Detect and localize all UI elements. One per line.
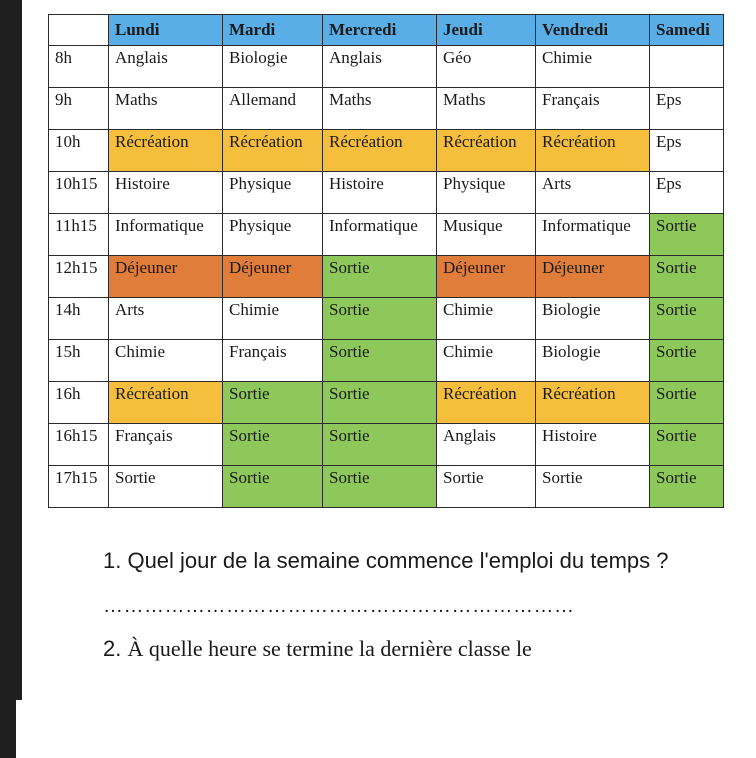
schedule-cell: Sortie (323, 424, 437, 466)
schedule-cell: Arts (109, 298, 223, 340)
question-2-number: 2. (103, 636, 128, 661)
day-header-samedi: Samedi (650, 15, 724, 46)
schedule-cell: Sortie (650, 382, 724, 424)
schedule-cell: Sortie (650, 214, 724, 256)
time-slot-label: 14h (49, 298, 109, 340)
timetable-row (49, 298, 724, 340)
schedule-cell: Anglais (323, 46, 437, 88)
answer-line: …………………………………………………………… (103, 595, 575, 617)
schedule-cell: Français (109, 424, 223, 466)
questions-section (103, 540, 723, 669)
schedule-cell: Histoire (323, 172, 437, 214)
left-dark-border (0, 0, 22, 700)
schedule-cell: Informatique (109, 214, 223, 256)
schedule-cell: Biologie (536, 340, 650, 382)
schedule-cell: Chimie (437, 298, 536, 340)
schedule-cell: Déjeuner (437, 256, 536, 298)
schedule-cell: Anglais (437, 424, 536, 466)
day-header-vendredi: Vendredi (536, 15, 650, 46)
schedule-cell: Biologie (536, 298, 650, 340)
schedule-cell: Histoire (536, 424, 650, 466)
schedule-cell: Récréation (536, 130, 650, 172)
time-slot-label: 9h (49, 88, 109, 130)
schedule-cell: Chimie (437, 340, 536, 382)
timetable-row (49, 88, 724, 130)
schedule-cell: Chimie (109, 340, 223, 382)
schedule-cell: Récréation (437, 382, 536, 424)
timetable-row (49, 382, 724, 424)
schedule-cell: Eps (650, 88, 724, 130)
timetable-row (49, 214, 724, 256)
time-slot-label: 10h15 (49, 172, 109, 214)
schedule-cell: Physique (437, 172, 536, 214)
schedule-cell: Récréation (437, 130, 536, 172)
timetable-row (49, 46, 724, 88)
time-slot-label: 12h15 (49, 256, 109, 298)
schedule-cell: Sortie (650, 424, 724, 466)
question-2-text: À quelle heure se termine la dernière classe le (127, 636, 532, 661)
timetable-header-row (49, 15, 724, 46)
schedule-cell: Informatique (323, 214, 437, 256)
question-1: 1. Quel jour de la semaine commence l'emploi du temps ? (103, 548, 669, 573)
schedule-cell: Allemand (223, 88, 323, 130)
schedule-cell: Sortie (223, 466, 323, 508)
schedule-cell: Sortie (323, 466, 437, 508)
schedule-cell: Récréation (109, 130, 223, 172)
schedule-cell: Récréation (323, 130, 437, 172)
schedule-cell: Maths (109, 88, 223, 130)
schedule-cell: Sortie (323, 340, 437, 382)
timetable-row (49, 130, 724, 172)
timetable-row (49, 466, 724, 508)
schedule-cell: Eps (650, 130, 724, 172)
timetable-row (49, 424, 724, 466)
time-slot-label: 8h (49, 46, 109, 88)
left-dark-border-bottom (0, 700, 16, 758)
schedule-cell: Sortie (437, 466, 536, 508)
question-2 (103, 628, 723, 669)
schedule-cell: Anglais (109, 46, 223, 88)
timetable-row (49, 172, 724, 214)
schedule-cell: Sortie (223, 382, 323, 424)
schedule-cell: Déjeuner (223, 256, 323, 298)
schedule-cell: Sortie (323, 382, 437, 424)
schedule-cell: Déjeuner (109, 256, 223, 298)
schedule-cell: Eps (650, 172, 724, 214)
schedule-cell: Informatique (536, 214, 650, 256)
schedule-cell: Sortie (323, 256, 437, 298)
schedule-cell: Récréation (109, 382, 223, 424)
schedule-cell: Chimie (223, 298, 323, 340)
timetable-corner-cell (49, 15, 109, 46)
schedule-cell: Déjeuner (536, 256, 650, 298)
schedule-cell: Biologie (223, 46, 323, 88)
schedule-cell: Physique (223, 214, 323, 256)
schedule-cell: Sortie (650, 466, 724, 508)
time-slot-label: 15h (49, 340, 109, 382)
timetable (48, 14, 724, 508)
day-header-lundi: Lundi (109, 15, 223, 46)
time-slot-label: 11h15 (49, 214, 109, 256)
day-header-mercredi: Mercredi (323, 15, 437, 46)
timetable-row (49, 340, 724, 382)
schedule-cell: Chimie (536, 46, 650, 88)
schedule-cell: Sortie (109, 466, 223, 508)
schedule-cell: Sortie (650, 340, 724, 382)
timetable-body (49, 46, 724, 508)
schedule-cell: Géo (437, 46, 536, 88)
schedule-cell: Récréation (223, 130, 323, 172)
schedule-cell: Musique (437, 214, 536, 256)
schedule-cell: Sortie (650, 298, 724, 340)
document-page (22, 0, 756, 758)
time-slot-label: 16h15 (49, 424, 109, 466)
schedule-cell: Histoire (109, 172, 223, 214)
schedule-cell: Sortie (223, 424, 323, 466)
schedule-cell: Sortie (536, 466, 650, 508)
schedule-cell: Maths (437, 88, 536, 130)
schedule-cell: Sortie (650, 256, 724, 298)
day-header-mardi: Mardi (223, 15, 323, 46)
schedule-cell: Récréation (536, 382, 650, 424)
schedule-cell: Physique (223, 172, 323, 214)
time-slot-label: 10h (49, 130, 109, 172)
time-slot-label: 17h15 (49, 466, 109, 508)
schedule-cell: Sortie (323, 298, 437, 340)
schedule-cell: Arts (536, 172, 650, 214)
time-slot-label: 16h (49, 382, 109, 424)
schedule-cell (650, 46, 724, 88)
timetable-row (49, 256, 724, 298)
schedule-cell: Maths (323, 88, 437, 130)
schedule-cell: Français (223, 340, 323, 382)
day-header-jeudi: Jeudi (437, 15, 536, 46)
schedule-cell: Français (536, 88, 650, 130)
